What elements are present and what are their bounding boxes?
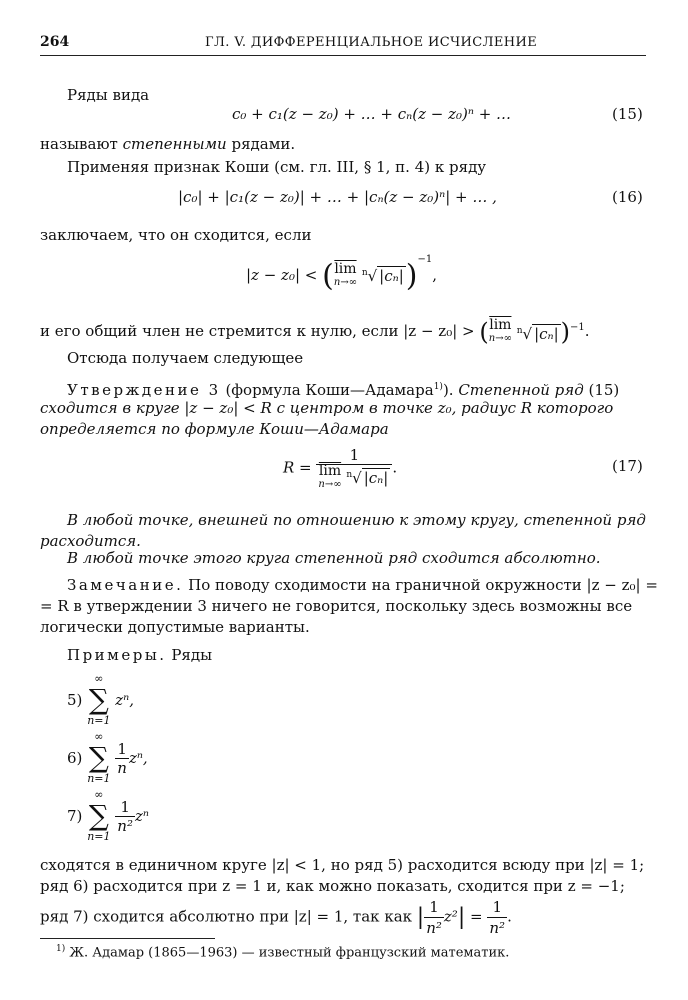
equation-17: R = 1 $\overline{lim}$ n→∞ $^n$√ |cₙ| . — [283, 446, 398, 490]
equation-number: (15) — [612, 105, 643, 123]
text-line: ряд 6) расходится при z = 1 и, как можно показать, сходится при z = −1; — [40, 877, 625, 895]
text-line: и его общий член не стремится к нулю, если |z − z₀| > ( $\overline{lim}$ n→∞ $^n$√ |cₙ|)$^{-1}$. — [40, 317, 590, 346]
text-line: ряд 7) сходится абсолютно при |z| = 1, так как | $\frac{1}{\text{n²}}$ z²| = $\frac{1}{\text{n²}}$ . — [40, 898, 512, 937]
header-rule — [40, 55, 646, 56]
page-number: 264 — [40, 34, 70, 50]
equation-16: |c₀| + |c₁(z − z₀)| + … + |cₙ(z − z₀)ⁿ| + … , — [178, 188, 497, 206]
equation-number: (17) — [612, 457, 643, 475]
italic-line: В любой точке, внешней по отношению к этому кругу, степенной ряд — [67, 511, 646, 529]
italic-line: расходится. — [40, 532, 141, 550]
examples-line: Примеры. Ряды — [67, 646, 213, 664]
nth-root: $^n$√ |cₙ| — [361, 267, 404, 285]
statement-line: Утверждение 3 (формула Коши—Адамара$^{1)}$). Степенной ряд (15) — [67, 381, 620, 399]
statement-line: определяется по формуле Коши—Адамара — [40, 420, 389, 438]
text-line: заключаем, что он сходится, если — [40, 226, 312, 244]
equation-condition: |z − z₀| < ( $\overline{lim}$ n→∞ $^n$√ |cₙ|)$^{-1}$, — [246, 254, 438, 294]
remark-line: = R в утверждении 3 ничего не говорится, поскольку здесь возможны все — [40, 597, 633, 615]
sum-symbol: ∞ ∑ n=1 — [87, 672, 111, 727]
example-7: 7) ∞ ∑ n=1 $\frac{1}{\text{n²}}$ zⁿ — [67, 788, 149, 843]
text-line: Применяя признак Коши (см. гл. III, § 1, п. 4) к ряду — [67, 158, 487, 176]
footnote-rule — [40, 938, 215, 939]
limsup: $\overline{lim}$ n→∞ — [333, 261, 358, 288]
example-6: 6) ∞ ∑ n=1 $\frac{1}{n}$ zⁿ, — [67, 730, 148, 785]
example-5: 5) ∞ ∑ n=1 zⁿ, — [67, 672, 135, 727]
text-line: называют степенными рядами. — [40, 135, 296, 153]
footnote: $^{1)}$ Ж. Адамар (1865—1963) — известный французский математик. — [56, 944, 510, 961]
text-line: сходятся в единичном круге |z| < 1, но ряд 5) расходится всюду при |z| = 1; — [40, 856, 645, 874]
equation-number: (16) — [612, 188, 643, 206]
statement-line: сходится в круге |z − z₀| < R с центром в точке z₀, радиус R которого — [40, 399, 614, 417]
chapter-title: ГЛ. V. ДИФФЕРЕНЦИАЛЬНОЕ ИСЧИСЛЕНИЕ — [205, 35, 538, 50]
sum-symbol: ∞ ∑ n=1 — [87, 788, 111, 843]
italic-line: В любой точке этого круга степенной ряд сходится абсолютно. — [67, 549, 601, 567]
equation-15: c₀ + c₁(z − z₀) + … + cₙ(z − z₀)ⁿ + … — [232, 105, 512, 123]
sum-symbol: ∞ ∑ n=1 — [87, 730, 111, 785]
text-line: Отсюда получаем следующее — [67, 349, 304, 367]
text-line: Ряды вида — [67, 86, 150, 104]
remark-line: Замечание. По поводу сходимости на граничной окружности |z − z₀| = — [67, 576, 658, 594]
remark-line: логически допустимые варианты. — [40, 618, 310, 636]
